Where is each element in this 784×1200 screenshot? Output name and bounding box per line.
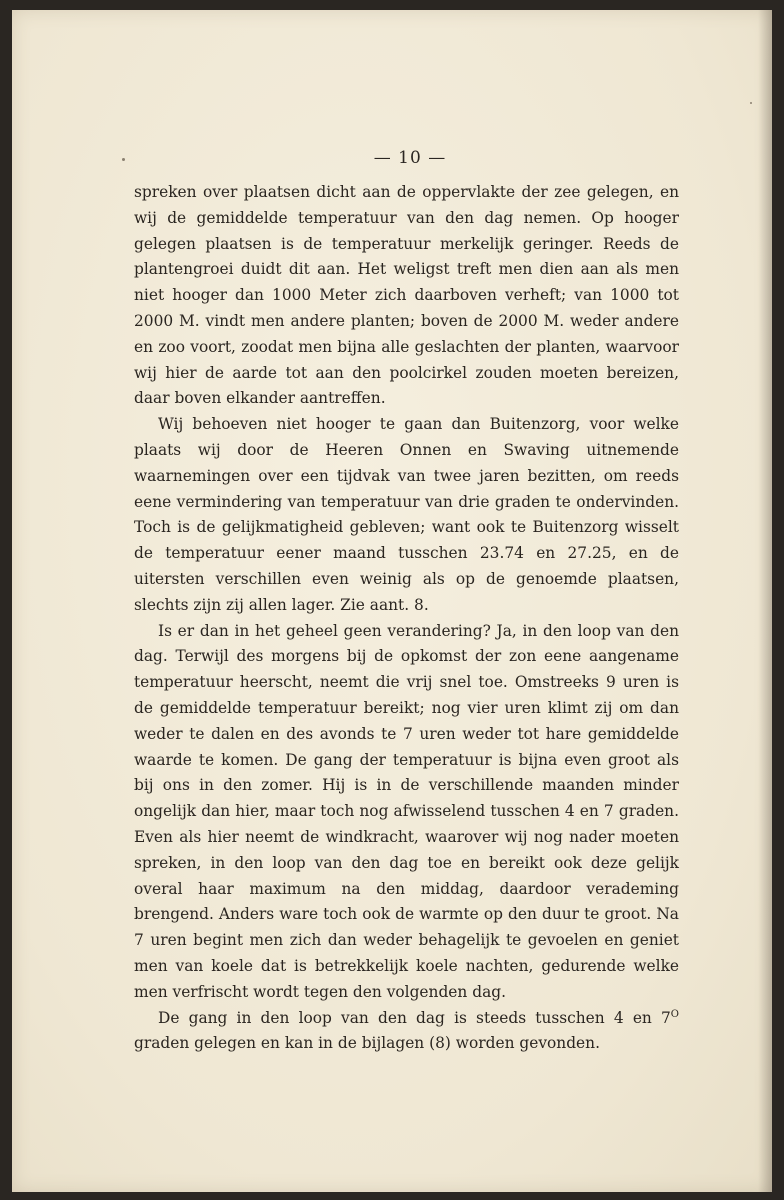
page-number: — 10 — [373,148,447,168]
paper-speck [750,102,752,104]
page-edge-shadow [758,10,772,1192]
paragraph-3: Is er dan in het geheel geen verandering? Ja, in den loop van den dag. Terwijl des morgens bij de opkomst der zon eene aangename temperatuur heerscht, neemt die vrij snel toe. Omstreeks 9 uren is de gemiddelde temperatuur bereikt; nog vier uren klimt zij om dan weder te dalen en des avonds te 7 uren weder tot hare gemiddelde waarde te komen. De gang der temperatuur is bijna even groot als bij ons in den zomer. Hij is in de verschillende maanden minder ongelijk dan hier, maar toch nog afwisselend tusschen 4 en 7 graden. Even als hier neemt de windkracht, waarover wij nog nader moeten spreken, in den loop van den dag toe en bereikt ook deze gelijk overal haar maximum na den middag, daardoor verademing brengend. Anders ware toch ook de warmte op den duur te groot. Na 7 uren begint men zich dan weder behagelijk te gevoelen en geniet men van koele dat is betrekkelijk koele nachten, gedurende welke men verfrischt wordt tegen den volgenden dag. [134,621,679,1001]
paragraph-4 [134,1006,679,1058]
degree-superscript: O [670,1008,679,1020]
paragraph-4-text-after: graden gelegen en kan in de bijlagen (8) worden gevonden. [134,1034,600,1053]
paragraph-2: Wij behoeven niet hooger te gaan dan Buitenzorg, voor welke plaats wij door de Heeren Onnen en Swaving uitnemende waarnemingen over een tijdvak van twee jaren bezitten, om reeds eene vermindering van temperatuur van drie graden te ondervinden. Toch is de gelijkmatigheid gebleven; want ook te Buitenzorg wisselt de temperatuur eener maand tusschen 23.74 en 27.25, en de uitersten verschillen even weinig als op de genoemde plaatsen, slechts zijn zij allen lager. Zie aant. 8. [134,415,679,614]
paragraph-1: spreken over plaatsen dicht aan de oppervlakte der zee gelegen, en wij de gemiddelde temperatuur van den dag nemen. Op hooger gelegen plaatsen is de temperatuur merkelijk geringer. Reeds de plantengroei duidt dit aan. Het weligst treft men dien aan als men niet hooger dan 1000 Meter zich daarboven verheft; van 1000 tot 2000 M. vindt men andere planten; boven de 2000 M. weder andere en zoo voort, zoodat men bijna alle geslachten der planten, waarvoor wij hier de aarde tot aan den poolcirkel zouden moeten bereizen, daar boven elkander aantreffen. [134,183,679,408]
body-text [134,180,679,1057]
paragraph-4-text: De gang in den loop van den dag is steeds tusschen 4 en 7 [158,1008,671,1027]
